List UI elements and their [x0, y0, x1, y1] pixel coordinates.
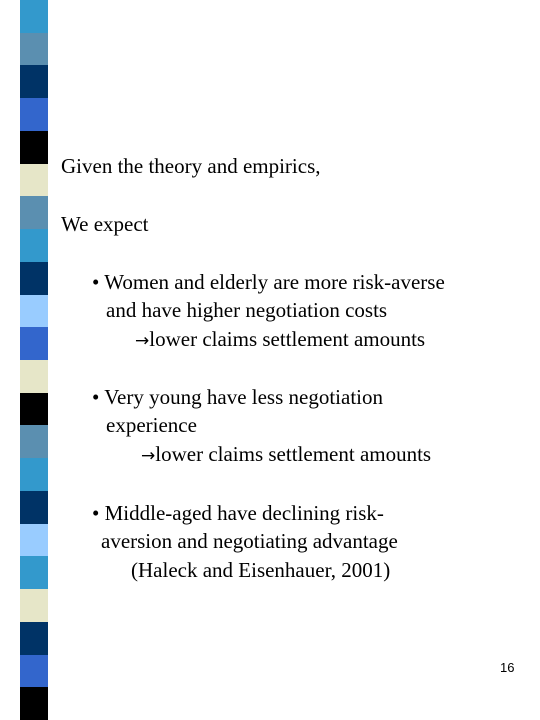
stripe-block: [20, 98, 48, 131]
bullet-line: • Middle-aged have declining risk-: [92, 501, 384, 525]
stripe-block: [20, 0, 48, 33]
stripe-block: [20, 131, 48, 164]
stripe-block: [20, 425, 48, 458]
stripe-block: [20, 556, 48, 589]
stripe-block: [20, 655, 48, 688]
stripe-block: [20, 196, 48, 229]
arrow-right-icon: →: [141, 446, 156, 466]
stripe-block: [20, 393, 48, 426]
stripe-block: [20, 295, 48, 328]
stripe-block: [20, 458, 48, 491]
decorative-stripe: [0, 0, 48, 720]
stripe-block: [20, 65, 48, 98]
result-text: lower claims settlement amounts: [155, 442, 432, 466]
stripe-block: [20, 589, 48, 622]
bullet-line: and have higher negotiation costs: [106, 298, 388, 322]
bullet-line: • Women and elderly are more risk-averse: [92, 270, 445, 294]
stripe-block: [20, 360, 48, 393]
stripe-block: [20, 262, 48, 295]
stripe-block: [20, 229, 48, 262]
stripe-block: [20, 327, 48, 360]
arrow-right-icon: →: [135, 331, 150, 351]
bullet-line: experience: [106, 413, 197, 437]
bullet-line: • Very young have less negotiation: [92, 385, 383, 409]
intro-text: Given the theory and empirics,: [61, 154, 321, 178]
stripe-block: [20, 622, 48, 655]
stripe-block: [20, 687, 48, 720]
bullet-line: aversion and negotiating advantage: [101, 529, 398, 553]
expect-heading: We expect: [61, 212, 149, 236]
bullet-result: [141, 440, 431, 470]
stripe-block: [20, 33, 48, 66]
page-number: 16: [500, 660, 515, 675]
bullet-line: (Haleck and Eisenhauer, 2001): [131, 558, 391, 582]
stripe-block: [20, 491, 48, 524]
stripe-block: [20, 524, 48, 557]
stripe-block: [20, 164, 48, 197]
bullet-result: [135, 325, 425, 355]
result-text: lower claims settlement amounts: [149, 327, 426, 351]
